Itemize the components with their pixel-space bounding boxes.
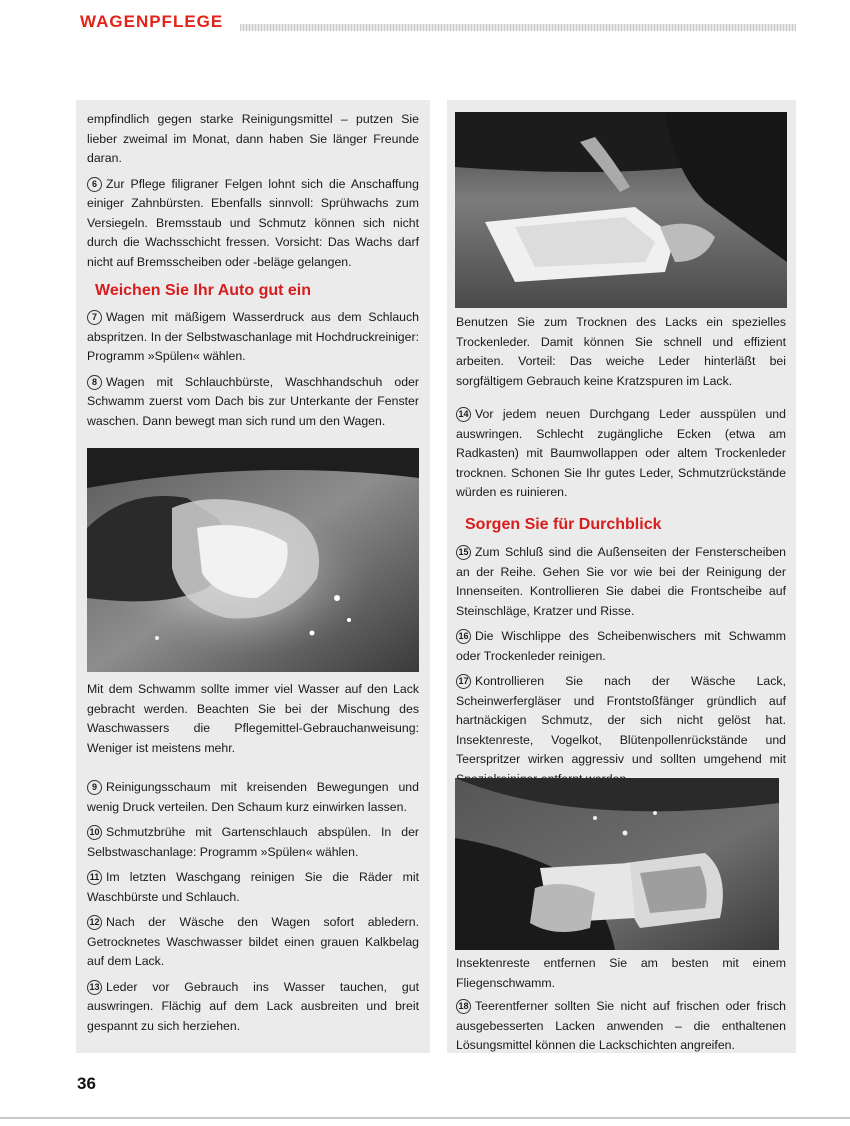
step-16 [456, 627, 786, 666]
step-number: 15 [456, 545, 471, 560]
step-6 [87, 175, 419, 273]
heading-durchblick: Sorgen Sie für Durchblick [465, 516, 662, 533]
step-text: Vor jedem neuen Durchgang Leder ausspülen und auswringen. Schlecht zugängliche Ecken (etwa am Radkasten) mit Baumwollappen oder altem Trockenleder trocknen. Schonen Sie Ihr gutes Leder, Schmutzrückstände würden es ruinieren. [456, 407, 786, 499]
intro-paragraph: empfindlich gegen starke Reinigungsmittel – putzen Sie lieber zweimal im Monat, dann haben Sie länger Freunde daran. [87, 112, 419, 165]
photo-sponge-washing [87, 448, 419, 672]
step-number: 11 [87, 870, 102, 885]
step-number: 18 [456, 999, 471, 1014]
step-10 [87, 823, 419, 862]
step-text: Teerentferner sollten Sie nicht auf frischen oder frisch ausgebesserten Lacken anwenden – die enthaltenen Lösungsmittel können die Lackschichten angreifen. [456, 999, 786, 1052]
step-number: 7 [87, 310, 102, 325]
page-number: 36 [77, 1074, 96, 1093]
right-text-top [456, 405, 786, 509]
step-number: 16 [456, 629, 471, 644]
step-11 [87, 868, 419, 907]
right-text-mid [456, 543, 786, 795]
page-header [80, 8, 796, 38]
step-number: 14 [456, 407, 471, 422]
step-15 [456, 543, 786, 621]
step-8 [87, 373, 419, 432]
heading-einweichen: Weichen Sie Ihr Auto gut ein [95, 282, 312, 299]
left-text-top [87, 110, 419, 278]
step-17 [456, 672, 786, 789]
step-text: Kontrollieren Sie nach der Wäsche Lack, Scheinwerfergläser und Frontstoßfänger gründlich auf hartnäckigen Schmutz, der sich nicht gelöst hat. Insektenreste, Vogelkot, Blütenpollenrückstände und Teerspritzer wirken aggressiv und sollten umgehend mit [456, 674, 786, 766]
step-12 [87, 913, 419, 972]
photo-caption-sponge: Mit dem Schwamm sollte immer viel Wasser auf den Lack gebracht werden. Beachten Sie bei der Mischung des Waschwassers die Pflegemittel-Gebrauchanweisung: Weniger ist meistens mehr. [87, 682, 419, 755]
step-14 [456, 405, 786, 503]
right-caption-1 [456, 313, 786, 397]
photo-headlight-cleaning [455, 778, 779, 950]
step-number: 17 [456, 674, 471, 689]
left-text-bottom [87, 778, 419, 1042]
step-7 [87, 308, 419, 367]
step-number: 6 [87, 177, 102, 192]
step-number: 13 [87, 980, 102, 995]
step-13 [87, 978, 419, 1037]
photo-caption-leather: Benutzen Sie zum Trocknen des Lacks ein spezielles Trockenleder. Damit können Sie schnell und effizient arbeiten. Vorteil: Das weiche Leder hinterläßt bei sorgfältigem Gebrauch keine Kratzspuren im Lack. [456, 315, 786, 388]
step-text: Wagen mit Schlauchbürste, Waschhandschuh oder Schwamm zuerst vom Dach bis zur Unterkante der Fenster waschen. Dann bewegt man sich rund um den Wagen. [87, 374, 419, 428]
step-text: Zum Schluß sind die Außenseiten der Fensterscheiben an der Reihe. Gehen Sie vor wie bei der Reinigung der Innenseiten. Kontrollieren Sie dabei die Frontscheibe auf Steinschläge, Kratzer und Risse. [456, 545, 786, 618]
headlight-cleaning-image [455, 778, 779, 950]
step-18 [456, 997, 786, 1056]
step-9 [87, 778, 419, 817]
step-text: Die Wischlippe des Scheibenwischers mit Schwamm oder Trockenleder reinigen. [456, 629, 786, 663]
step-text: Schmutzbrühe mit Gartenschlauch abspülen. In der Selbstwaschanlage: Programm »Spülen« wählen. [87, 825, 419, 859]
left-text-mid [87, 308, 419, 437]
step-text: Nach der Wäsche den Wagen sofort abledern. Getrocknetes Waschwasser bildet einen grauen Kalkbelag auf dem Lack. [87, 915, 419, 968]
right-text-bottom [456, 997, 786, 1062]
step-text: Reinigungsschaum mit kreisenden Bewegungen und wenig Druck verteilen. Den Schaum kurz einwirken lassen. [87, 780, 419, 814]
left-caption [87, 680, 419, 764]
right-caption-2 [456, 954, 786, 999]
header-rule [240, 24, 796, 31]
step-number: 12 [87, 915, 102, 930]
section-title: WAGENPFLEGE [80, 12, 224, 31]
step-text: Leder vor Gebrauch ins Wasser tauchen, gut auswringen. Flächig auf dem Lack ausbreiten und breit gespannt zu sich herziehen. [87, 979, 419, 1033]
step-number: 8 [87, 375, 102, 390]
photo-drying-leather [455, 112, 787, 308]
step-text: Wagen mit mäßigem Wasserdruck aus dem Schlauch abspritzen. In der Selbstwaschanlage mit Hochdruckreiniger: Programm »Spülen« wählen. [87, 310, 419, 363]
sponge-washing-image [87, 448, 419, 672]
step-text: Im letzten Waschgang reinigen Sie die Räder mit Waschbürste und Schlauch. [87, 870, 419, 904]
step-number: 10 [87, 825, 102, 840]
step-number: 9 [87, 780, 102, 795]
step-text: Zur Pflege filigraner Felgen lohnt sich die Anschaffung einiger Zahnbürsten. Ebenfalls sinnvoll: Sprühwachs zum Versiegeln. Bremsstaub und Schmutz können sich nicht durch die Wachsschicht fressen. Vorsicht: Das Wachs darf nicht auf Bremsscheiben oder -beläge gelangen. [87, 176, 419, 269]
bottom-rule [0, 1117, 850, 1119]
photo-caption-headlight: Insektenreste entfernen Sie am besten mit einem Fliegenschwamm. [456, 956, 786, 990]
drying-leather-image [455, 112, 787, 308]
